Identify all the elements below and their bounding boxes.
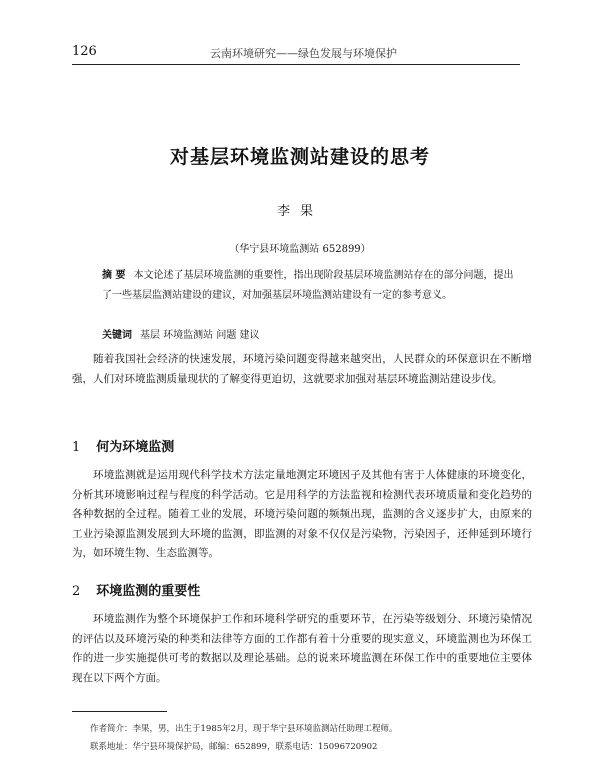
article-title: 对基层环境监测站建设的思考 (169, 146, 430, 168)
running-head: 云南环境研究——绿色发展与环境保护 (210, 47, 397, 60)
footnote-contact: 联系地址：华宁县环境保护局，邮编：652899，联系电话：15096720902 (90, 742, 378, 752)
keywords-label: 关键词 (102, 330, 132, 341)
section-number: 1 (72, 440, 81, 455)
section-heading-2 (72, 580, 200, 599)
keywords (102, 326, 522, 341)
abstract (102, 266, 522, 306)
section-title: 环境监测的重要性 (96, 584, 201, 599)
author-affiliation: （华宁县环境监测站 652899） (229, 244, 371, 255)
footnote-rule (72, 711, 167, 712)
page-number: 126 (72, 44, 97, 59)
header-rule (72, 64, 520, 65)
section-2-paragraph: 环境监测作为整个环境保护工作和环境科学研究的重要环节，在污染等级划分、环境污染情况的评估以及环境污染的种类和法律等方面的工作都有着十分重要的现实意义，环境监测也为环保工作的进一步实施提供可考的数据以及理论基础。总的说来环境监测在环保工作中的重要地位主要体现在以下两个方面。 (72, 613, 532, 684)
section-number: 2 (72, 584, 81, 599)
intro-paragraph: 随着我国社会经济的快速发展，环境污染问题变得越来越突出，人民群众的环保意识在不断增强，人们对环境监测质量现状的了解变得更迫切，这就要求加强对基层环境监测站建设步伐。 (72, 353, 532, 385)
keywords-text: 基层 环境监测站 问题 建议 (140, 330, 260, 341)
abstract-text: 本文论述了基层环境监测的重要性，指出现阶段基层环境监测站存在的部分问题，提出了一些基层监测站建设的建议，对加强基层环境监测站建设有一定的参考意义。 (102, 270, 514, 301)
footnote-author-intro: 作者简介：李果，男，出生于1985年2月，现于华宁县环境监测站任助理工程师。 (90, 724, 398, 734)
author-name: 李果 (276, 204, 323, 219)
section-heading-1 (72, 436, 174, 455)
section-1-paragraph: 环境监测就是运用现代科学技术方法定量地测定环境因子及其他有害于人体健康的环境变化，分析其环境影响过程与程度的科学活动。它是用科学的方法监视和检测代表环境质量和变化趋势的各种数据的全过程。随着工业的发展，环境污染问题的频频出现，监测的含义逐步扩大，由原来的工业污染源监测发展到大环境的监测，即监测的对象不仅仅是污染物，污染因子，还伸延到环境行为，如环境生物、生态监测等。 (72, 469, 532, 559)
abstract-label: 摘 要 (102, 270, 126, 281)
section-title: 何为环境监测 (96, 440, 175, 455)
